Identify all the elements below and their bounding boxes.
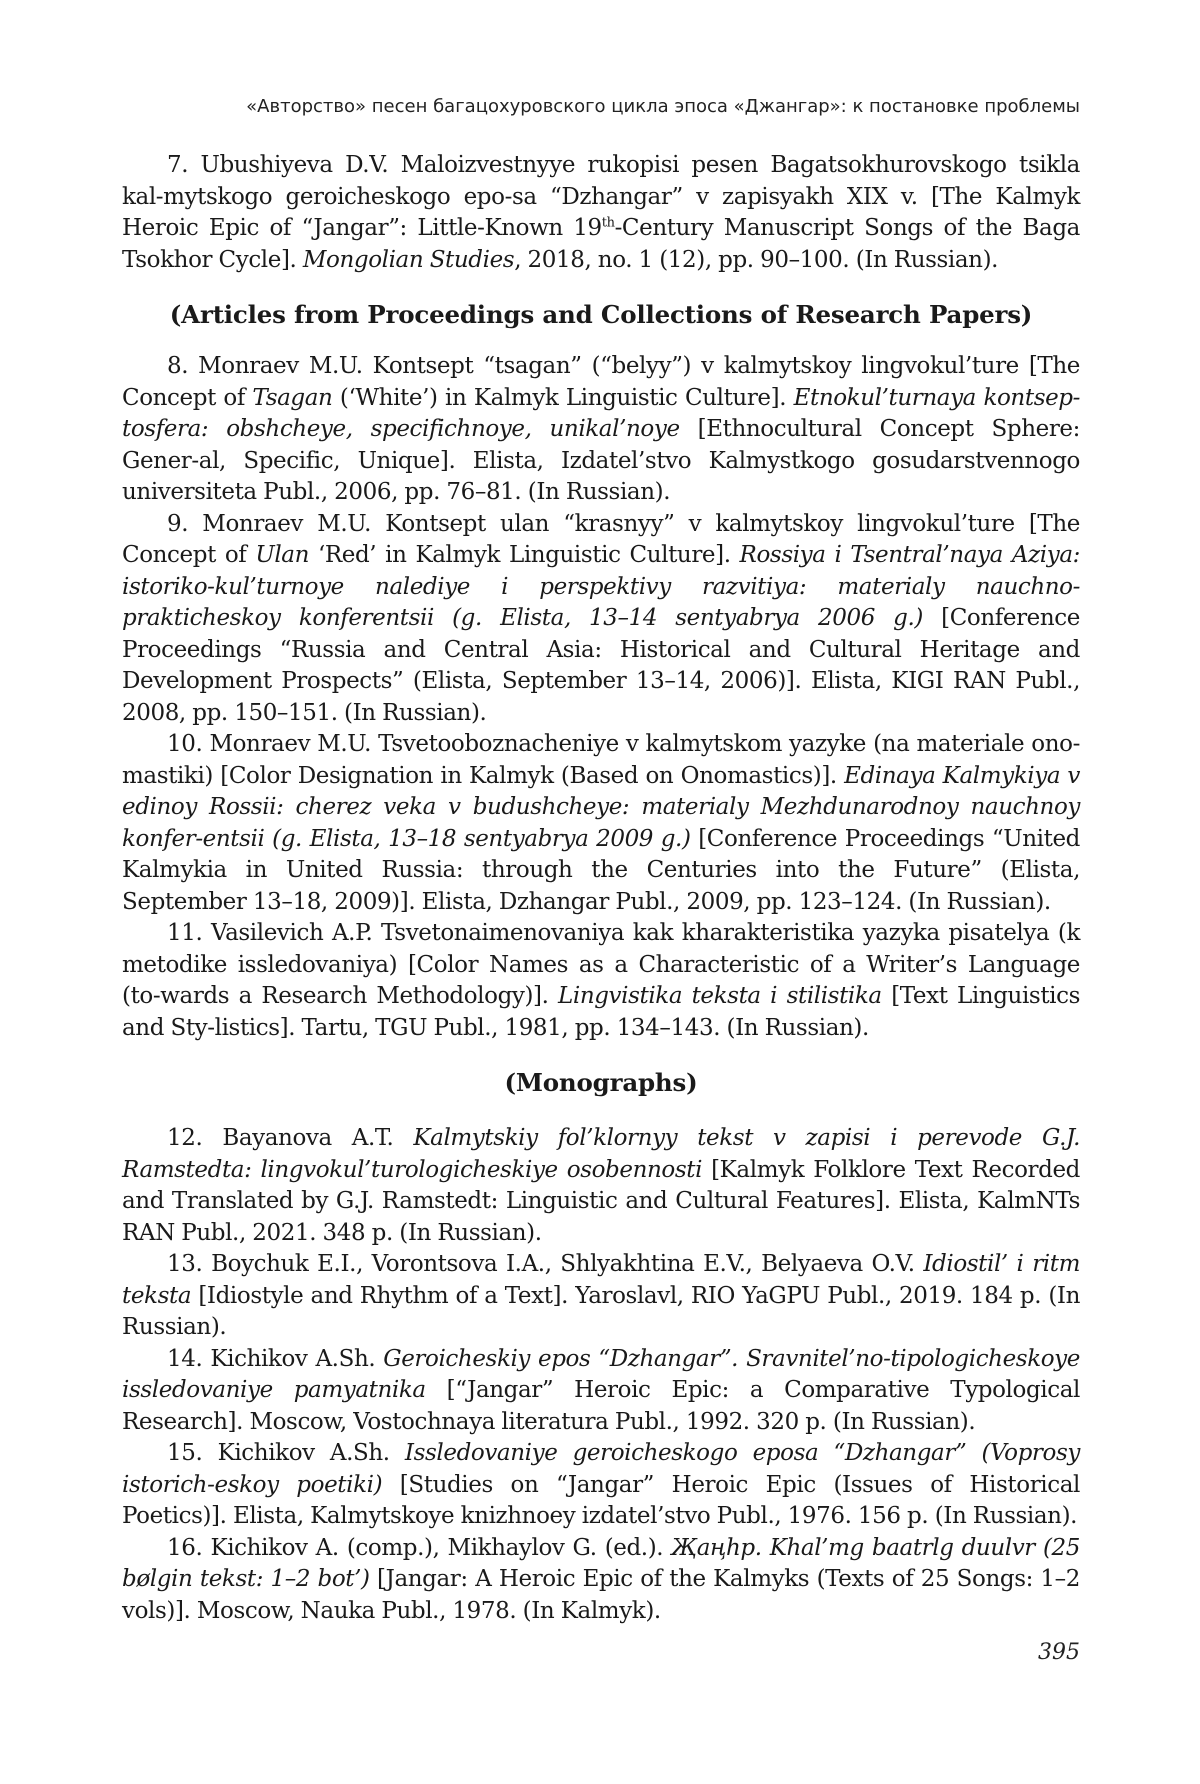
reference-item-13: 13. Boychuk E.I., Vorontsova I.A., Shlyakhtina E.V., Belyaeva O.V. Idiostil’ i ritm teksta [Idiostyle and Rhythm of a Text]. Yaroslavl, RIO YaGPU Publ., 2019. 184 p. (In Russian).	[122, 1251, 1081, 1340]
document-page	[122, 0, 1080, 1784]
reference-item-15: 15. Kichikov A.Sh. Issledovaniye geroicheskogo eposa “Dzhangar” (Voprosy istorich-eskoy poetiki) [Studies on “Jangar” Heroic Epic (Issues of Historical Poetics)]. Elista, Kalmytskoye knizhnoey izdatel’stvo Publ., 1976. 156 p. (In Russian).	[122, 1440, 1080, 1529]
reference-item-10: 10. Monraev M.U. Tsvetooboznacheniye v kalmytskom yazyke (na materiale ono-mastiki) [Color Designation in Kalmyk (Based on Onomastics)]. Edinaya Kalmykiya v edinoy Rossii: cherez veka v budushcheye: materialy Mezhdunarodnoy nauchnoy konfer-entsii (g. Elista, 13–18 sentyabrya 2009 g.) [Conference Proceedings “United Kalmykia in United Russia: through the Centuries into the Future” (Elista, September 13–18, 2009)]. Elista, Dzhangar Publ., 2009, pp. 123–124. (In Russian).	[122, 731, 1081, 915]
section-heading-articles: (Articles from Proceedings and Collections of Research Papers)	[169, 300, 1033, 329]
reference-list	[122, 150, 1080, 1627]
running-header: «Авторство» песен багацохуровского цикла эпоса «Джангар»: к постановке проблемы	[246, 96, 1080, 117]
page-number: 395	[1038, 1640, 1080, 1665]
superscript: th	[601, 215, 615, 231]
reference-item-11: 11. Vasilevich A.P. Tsvetonaimenovaniya kak kharakteristika yazyka pisatelya (k metodike issledovaniya) [Color Names as a Characteristic of a Writer’s Language (to-wards a Research Methodology)]. Lingvistika teksta i stilistika [Text Linguistics and Sty-listics]. Tartu, TGU Publ., 1981, pp. 134–143. (In Russian).	[122, 920, 1081, 1041]
reference-item-16: 16. Kichikov A. (comp.), Mikhaylov G. (ed.). Җаңһр. Khal’mg baatrlg duulvr (25 bølgin tekst: 1–2 bot’) [Jangar: A Heroic Epic of the Kalmyks (Texts of 25 Songs: 1–2 vols)]. Moscow, Nauka Publ., 1978. (In Kalmyk).	[122, 1534, 1081, 1624]
section-heading-monographs: (Monographs)	[504, 1068, 698, 1097]
reference-item-8: 8. Monraev M.U. Kontsept “tsagan” (“belyy”) v kalmytskoy lingvokul’ture [The Concept of Tsagan (‘White’) in Kalmyk Linguistic Culture]. Etnokul’turnaya kontsep-tosfera: obshcheye, specifichnoye, unikal’noye [Ethnocultural Concept Sphere: Gener-al, Specific, Unique]. Elista, Izdatel’stvo Kalmystkogo gosudarstvennogo universiteta Publ., 2006, pp. 76–81. (In Russian).	[122, 353, 1080, 505]
reference-item-14: 14. Kichikov A.Sh. Geroicheskiy epos “Dzhangar”. Sravnitel’no-tipologicheskoye issledovaniye pamyatnika [“Jangar” Heroic Epic: a Comparative Typological Research]. Moscow, Vostochnaya literatura Publ., 1992. 320 p. (In Russian).	[122, 1345, 1080, 1435]
reference-item-9: 9. Monraev M.U. Kontsept ulan “krasnyy” v kalmytskoy lingvokul’ture [The Concept of Ulan ‘Red’ in Kalmyk Linguistic Culture]. Rossiya i Tsentral’naya Aziya: istoriko-kul’turnoye nalediye i perspektivy razvitiya: materialy nauchno-prakticheskoy konferentsii (g. Elista, 13–14 sentyabrya 2006 g.) [Conference Proceedings “Russia and Central Asia: Historical and Cultural Heritage and Development Prospects” (Elista, September 13–14, 2006)]. Elista, KIGI RAN Publ., 2008, pp. 150–151. (In Russian).	[122, 510, 1080, 726]
reference-item-12: 12. Bayanova A.T. Kalmytskiy fol’klornyy tekst v zapisi i perevode G.J. Ramstedta: lingvokul’turologicheskiye osobennosti [Kalmyk Folklore Text Recorded and Translated by G.J. Ramstedt: Linguistic and Cultural Features]. Elista, KalmNTs RAN Publ., 2021. 348 p. (In Russian).	[122, 1125, 1080, 1246]
reference-item-7: 7. Ubushiyeva D.V. Maloizvestnyye rukopisi pesen Bagatsokhurovskogo tsikla kal-mytskogo geroicheskogo epo-sa “Dzhangar” v zapisyakh XIX v. [The Kalmyk Heroic Epic of “Jangar”: Little-Known 19th-Century Manuscript Songs of the Baga Tsokhor Cycle]. Mongolian Studies, 2018, no. 1 (12), pp. 90–100. (In Russian).	[122, 152, 1080, 273]
